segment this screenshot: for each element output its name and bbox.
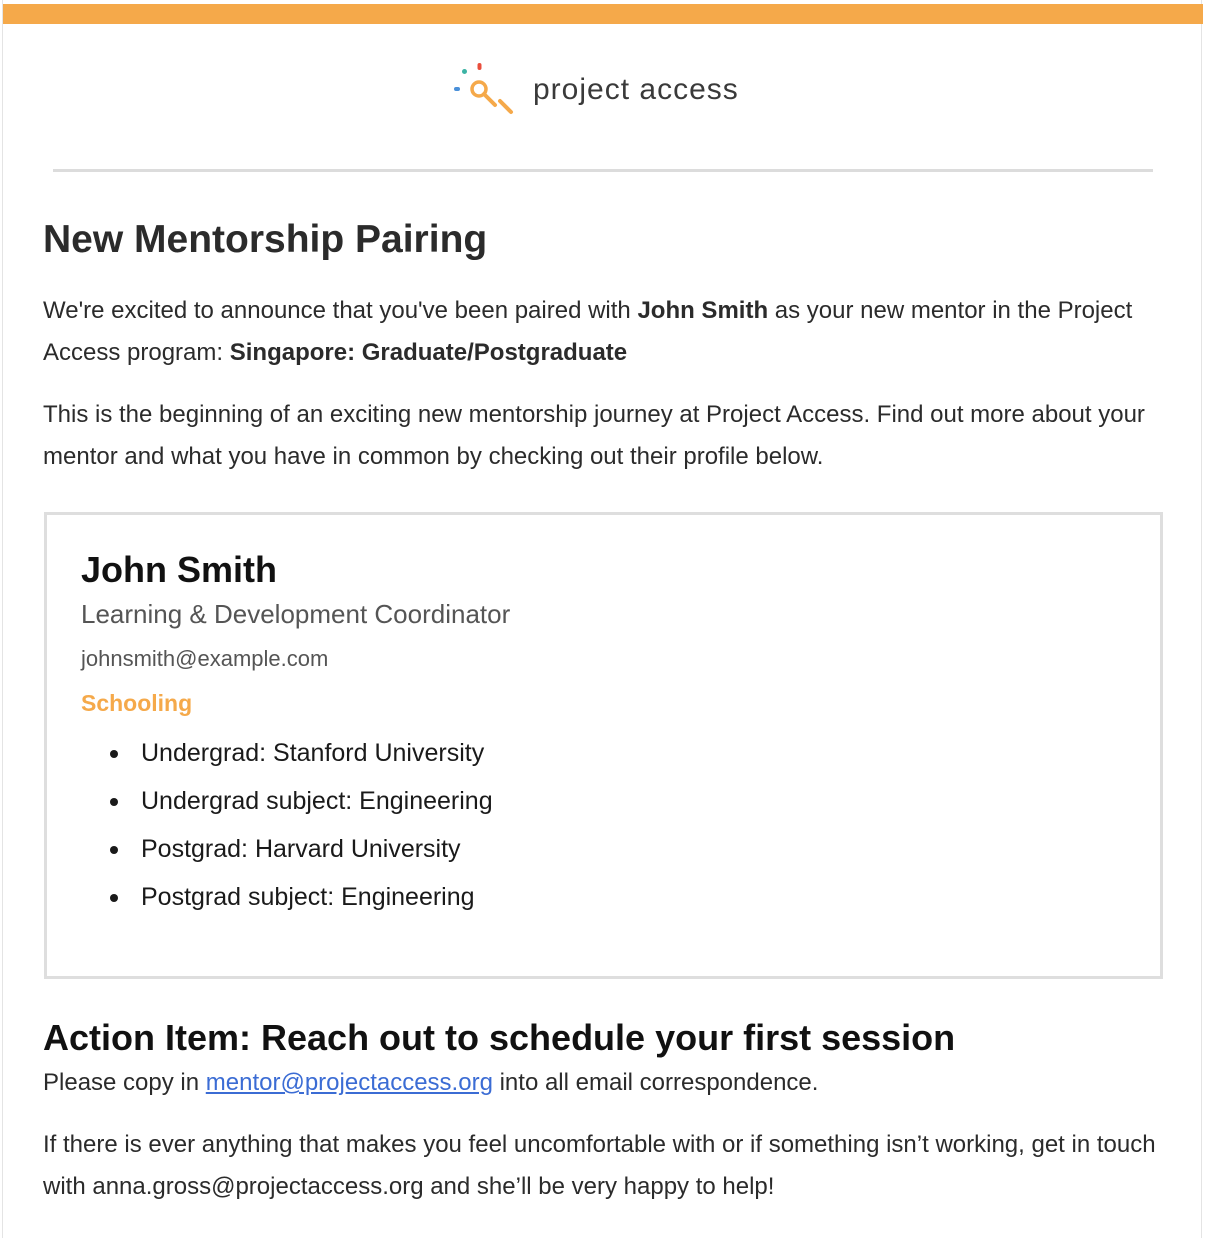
copy-lead-text: Please copy in — [43, 1069, 206, 1096]
intro-program: Singapore: Graduate/Postgraduate — [229, 339, 628, 366]
mentor-email-link[interactable]: mentor@projectaccess.org — [205, 1069, 493, 1096]
page-title: New Mentorship Pairing — [43, 218, 488, 261]
journey-text: This is the beginning of an exciting new mentorship journey at Project Access. Find out more about your mentor and what you have in common by checking out their profile below. — [43, 401, 1145, 470]
mentor-role: Learning & Development Coordinator — [81, 599, 511, 629]
brand-logo — [453, 62, 739, 122]
brand-name: project access — [533, 73, 739, 106]
header-divider — [53, 169, 1153, 172]
intro-mentor-name: John Smith — [637, 297, 769, 324]
schooling-item: Undergrad subject: Engineering — [141, 779, 493, 827]
mentor-name: John Smith — [81, 549, 277, 590]
intro-lead-text: We're excited to announce that you've been paired with — [43, 297, 638, 324]
mentor-email: johnsmith@example.com — [81, 646, 329, 671]
action-item-heading: Action Item: Reach out to schedule your first session — [43, 1017, 956, 1058]
schooling-list — [81, 731, 493, 923]
copy-instruction — [43, 1062, 1173, 1104]
pairing-intro — [43, 290, 1173, 374]
intro-middle-text: as your new mentor in the Project Access program: — [43, 297, 1133, 366]
schooling-item: Postgrad: Harvard University — [141, 827, 493, 875]
schooling-heading: Schooling — [81, 690, 193, 716]
schooling-item: Postgrad subject: Engineering — [141, 875, 493, 923]
closing-text: If there is ever anything that makes you feel uncomfortable with or if something isn’t working, get in touch with anna.gross@projectaccess.org and she’ll be very happy to help! — [43, 1131, 1156, 1200]
magnifier-sparkle-icon — [453, 61, 515, 123]
schooling-item: Undergrad: Stanford University — [141, 731, 493, 779]
mentor-profile-card — [44, 512, 1163, 979]
copy-tail-text: into all email correspondence. — [492, 1069, 819, 1096]
brand-top-bar — [3, 4, 1203, 24]
email-body — [2, 0, 1202, 1238]
